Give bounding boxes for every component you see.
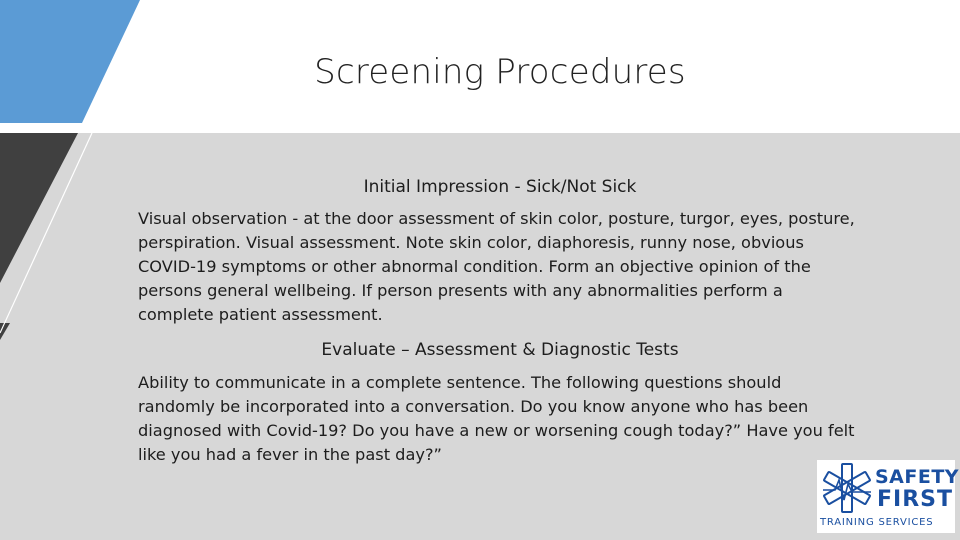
slide-title: Screening Procedures <box>314 52 686 92</box>
section-heading-evaluate: Evaluate – Assessment & Diagnostic Tests <box>321 340 679 360</box>
logo-text-first: FIRST <box>877 487 954 512</box>
blue-accent-shape <box>0 0 140 123</box>
safety-first-logo <box>817 460 960 533</box>
section-body-evaluate: Ability to communicate in a complete sentence. The following questions should randomly be incorporated into a conversation. Do you know anyone who has been diagnosed with Covid-19? Do you have a new or worsening cough today?” Have you felt like you had a fever in the past day?” <box>138 373 855 464</box>
logo-text-safety: SAFETY <box>875 466 960 488</box>
star-of-life-icon <box>817 460 877 516</box>
dark-accent-shape <box>0 133 100 540</box>
section-heading-initial-impression: Initial Impression - Sick/Not Sick <box>363 177 637 197</box>
section-body-initial-impression: Visual observation - at the door assessment of skin color, posture, turgor, eyes, posture, perspiration. Visual assessment. Note skin color, diaphoresis, runny nose, obvious COVID-19 symptoms or other abnormal condition. Form an objective opinion of the persons general wellbeing. If person presents with any abnormalities perform a complete patient assessment. <box>138 209 855 324</box>
logo-text-training-services: TRAINING SERVICES <box>820 517 934 528</box>
